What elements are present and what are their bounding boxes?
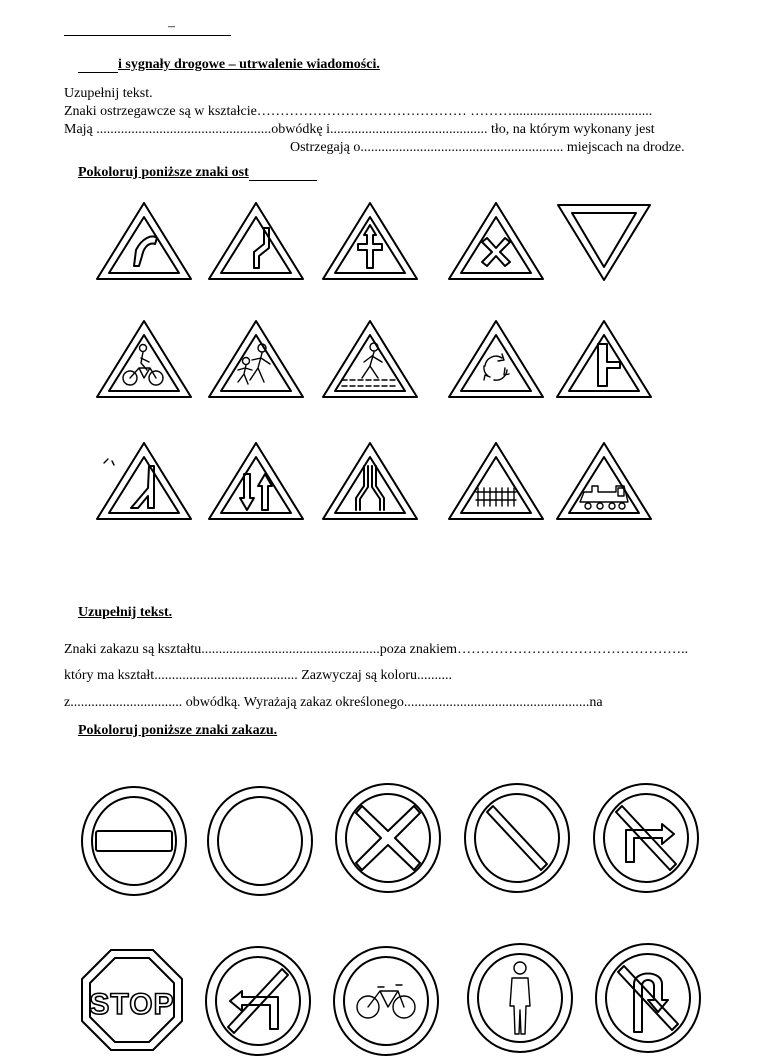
section2-heading: Uzupełnij tekst. <box>78 605 173 620</box>
section2-task: Pokoloruj poniższe znaki zakazu. <box>78 723 278 738</box>
section2-line3: z................................ obwódką. Wyrażają zakaz określonego.....................................................na <box>64 695 603 710</box>
merge-left-sign <box>94 440 194 522</box>
no-vehicles-sign <box>206 785 314 897</box>
crossroad-equal-sign <box>446 200 546 282</box>
no-bicycles-sign <box>332 945 440 1057</box>
cyclists-sign <box>94 318 194 400</box>
children-sign <box>206 318 306 400</box>
side-road-sign <box>554 318 654 400</box>
section1-line2: Mają ..................................................obwódkę i............................................. tło, na którym wykonany jest <box>64 122 655 137</box>
no-u-turn-sign <box>594 940 702 1052</box>
no-entry-sign <box>80 785 188 897</box>
roundabout-sign <box>446 318 546 400</box>
section2-line2: który ma kształt......................................... Zazwyczaj są koloru.......... <box>64 668 453 683</box>
header-underline <box>64 35 231 36</box>
scan-specks <box>100 455 120 475</box>
section1-line1: Znaki ostrzegawcze są w kształcie……………………………………… ………........................................ <box>64 104 653 119</box>
section1-task: Pokoloruj poniższe znaki ost <box>78 165 317 181</box>
double-curve-sign <box>206 200 306 282</box>
section1-intro: Uzupełnij tekst. <box>64 86 153 101</box>
level-crossing-train-sign <box>554 440 654 522</box>
page-title: i sygnały drogowe – utrwalenie wiadomości. <box>78 57 380 73</box>
stop-sign <box>80 948 184 1052</box>
section2-line1: Znaki zakazu są kształtu...................................................poza znakiem………………………………………….. <box>64 642 689 657</box>
no-left-turn-sign <box>204 945 312 1057</box>
no-stopping-sign <box>334 782 442 894</box>
no-right-turn-sign <box>592 782 700 894</box>
two-way-traffic-sign <box>206 440 306 522</box>
level-crossing-barrier-sign <box>446 440 546 522</box>
crossroad-priority-sign <box>320 200 420 282</box>
stop-sign-text: STOP <box>89 988 175 1021</box>
section1-line3: Ostrzegają o.......................................................... miejscach na drodze. <box>290 140 685 155</box>
yield-sign <box>554 200 654 282</box>
no-parking-sign <box>463 782 571 894</box>
curve-right-sign <box>94 200 194 282</box>
road-narrows-sign <box>320 440 420 522</box>
no-pedestrians-sign <box>464 940 576 1052</box>
header-dash: – <box>168 19 175 34</box>
pedestrian-crossing-sign <box>320 318 420 400</box>
